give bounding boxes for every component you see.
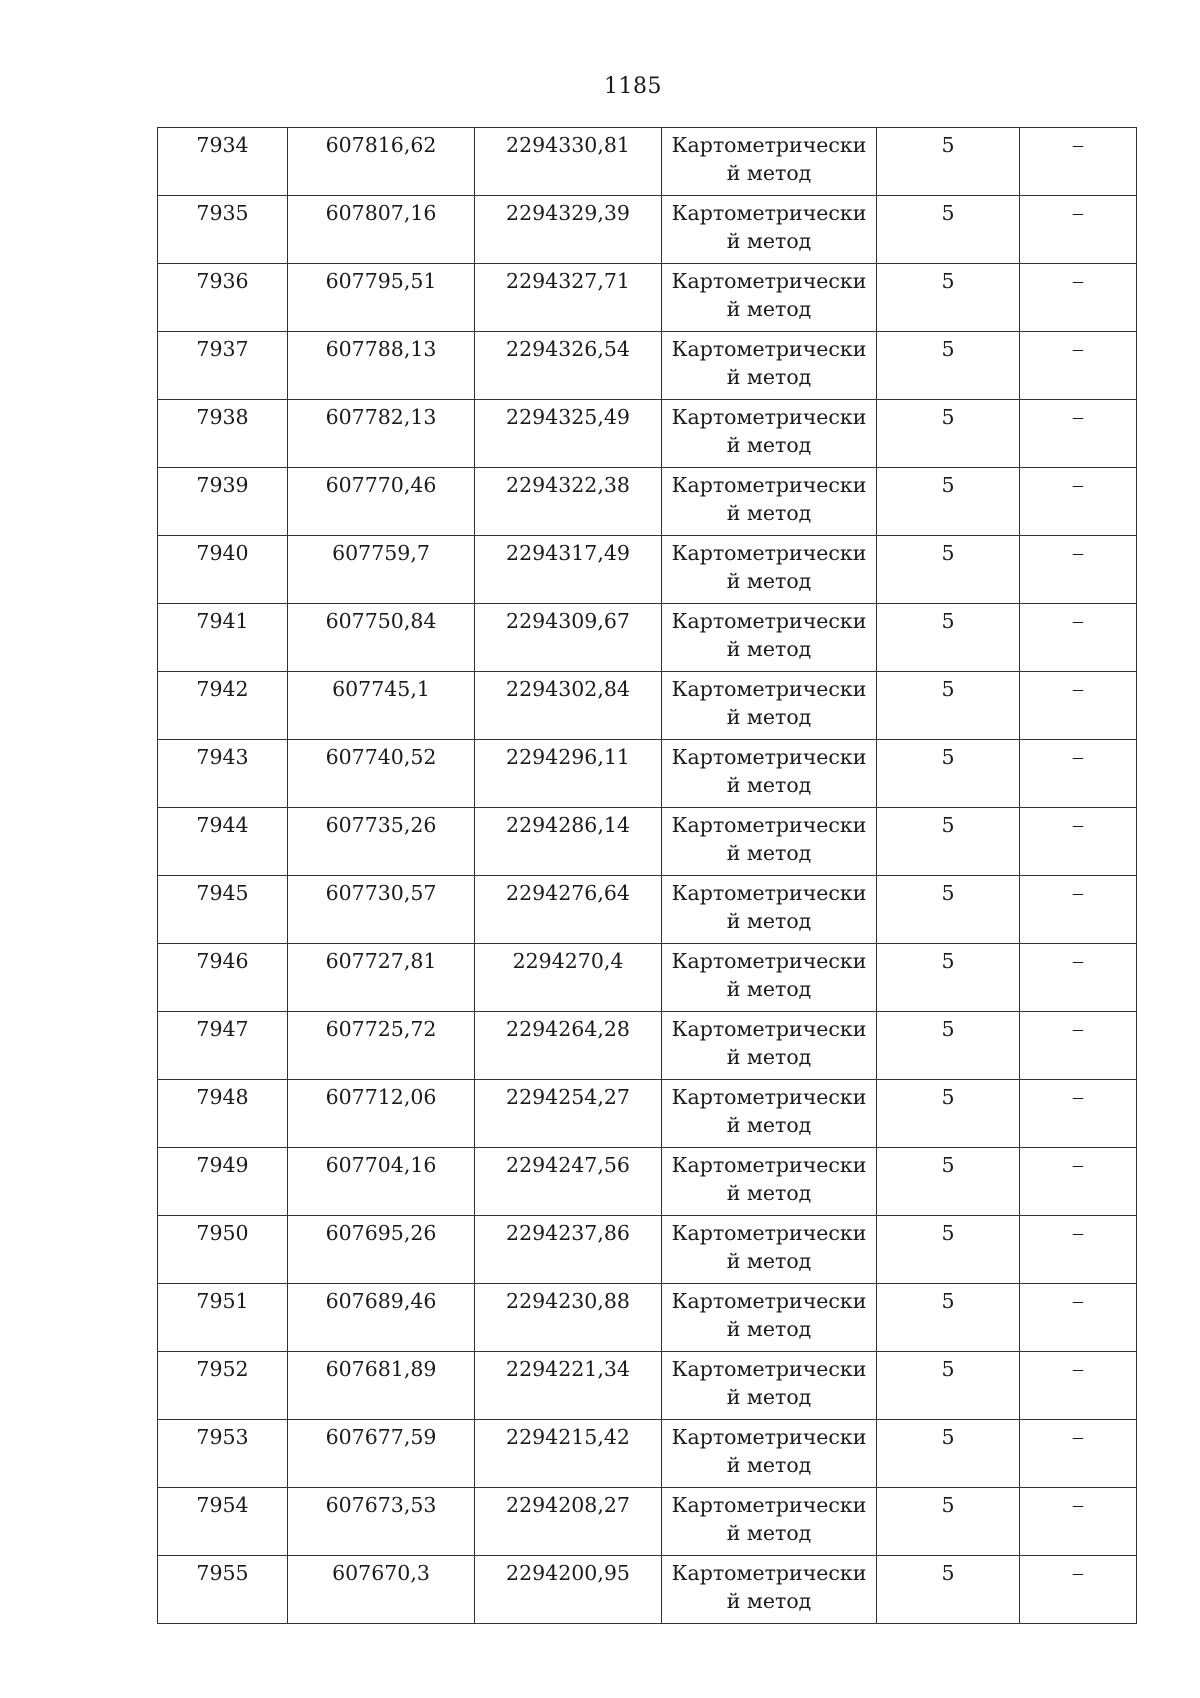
method-line-2: й метод xyxy=(726,1385,812,1409)
method-line-2: й метод xyxy=(726,501,812,525)
y-coordinate-cell: 2294276,64 xyxy=(475,876,662,944)
point-number-cell: 7945 xyxy=(158,876,288,944)
y-coordinate-cell: 2294326,54 xyxy=(475,332,662,400)
point-number-cell: 7948 xyxy=(158,1080,288,1148)
method-cell xyxy=(662,1216,877,1284)
method-line-2: й метод xyxy=(726,433,812,457)
method-cell xyxy=(662,604,877,672)
y-coordinate-cell: 2294330,81 xyxy=(475,128,662,196)
method-line-1: Картометрически xyxy=(671,337,867,361)
error-cell: 5 xyxy=(877,536,1020,604)
y-coordinate-cell: 2294302,84 xyxy=(475,672,662,740)
dash-cell: – xyxy=(1020,264,1137,332)
y-coordinate-cell: 2294329,39 xyxy=(475,196,662,264)
x-coordinate-cell: 607759,7 xyxy=(288,536,475,604)
method-cell xyxy=(662,468,877,536)
dash-cell: – xyxy=(1020,944,1137,1012)
method-cell xyxy=(662,1556,877,1624)
error-cell: 5 xyxy=(877,1216,1020,1284)
method-line-1: Картометрически xyxy=(671,1357,867,1381)
method-line-2: й метод xyxy=(726,705,812,729)
x-coordinate-cell: 607695,26 xyxy=(288,1216,475,1284)
method-cell xyxy=(662,1012,877,1080)
x-coordinate-cell: 607735,26 xyxy=(288,808,475,876)
method-line-2: й метод xyxy=(726,1045,812,1069)
method-cell xyxy=(662,808,877,876)
table-row xyxy=(158,1148,1137,1216)
point-number-cell: 7953 xyxy=(158,1420,288,1488)
table-row xyxy=(158,264,1137,332)
page-number: 1185 xyxy=(604,74,662,99)
x-coordinate-cell: 607727,81 xyxy=(288,944,475,1012)
method-line-1: Картометрически xyxy=(671,405,867,429)
y-coordinate-cell: 2294230,88 xyxy=(475,1284,662,1352)
method-line-1: Картометрически xyxy=(671,473,867,497)
table-row xyxy=(158,400,1137,468)
point-number-cell: 7951 xyxy=(158,1284,288,1352)
method-line-2: й метод xyxy=(726,1113,812,1137)
method-cell xyxy=(662,196,877,264)
method-line-2: й метод xyxy=(726,637,812,661)
point-number-cell: 7939 xyxy=(158,468,288,536)
point-number-cell: 7940 xyxy=(158,536,288,604)
dash-cell: – xyxy=(1020,876,1137,944)
y-coordinate-cell: 2294237,86 xyxy=(475,1216,662,1284)
method-line-2: й метод xyxy=(726,1589,812,1613)
method-line-1: Картометрически xyxy=(671,1493,867,1517)
method-line-1: Картометрически xyxy=(671,677,867,701)
point-number-cell: 7952 xyxy=(158,1352,288,1420)
method-cell xyxy=(662,876,877,944)
x-coordinate-cell: 607782,13 xyxy=(288,400,475,468)
method-cell xyxy=(662,400,877,468)
method-cell xyxy=(662,1420,877,1488)
method-line-2: й метод xyxy=(726,569,812,593)
error-cell: 5 xyxy=(877,944,1020,1012)
point-number-cell: 7942 xyxy=(158,672,288,740)
y-coordinate-cell: 2294286,14 xyxy=(475,808,662,876)
y-coordinate-cell: 2294215,42 xyxy=(475,1420,662,1488)
method-line-2: й метод xyxy=(726,1453,812,1477)
method-line-1: Картометрически xyxy=(671,1289,867,1313)
y-coordinate-cell: 2294221,34 xyxy=(475,1352,662,1420)
dash-cell: – xyxy=(1020,128,1137,196)
point-number-cell: 7934 xyxy=(158,128,288,196)
method-line-2: й метод xyxy=(726,1249,812,1273)
y-coordinate-cell: 2294325,49 xyxy=(475,400,662,468)
dash-cell: – xyxy=(1020,536,1137,604)
method-line-2: й метод xyxy=(726,977,812,1001)
method-line-1: Картометрически xyxy=(671,813,867,837)
error-cell: 5 xyxy=(877,1556,1020,1624)
point-number-cell: 7943 xyxy=(158,740,288,808)
method-line-1: Картометрически xyxy=(671,949,867,973)
method-cell xyxy=(662,264,877,332)
y-coordinate-cell: 2294254,27 xyxy=(475,1080,662,1148)
y-coordinate-cell: 2294247,56 xyxy=(475,1148,662,1216)
dash-cell: – xyxy=(1020,604,1137,672)
method-line-1: Картометрически xyxy=(671,201,867,225)
y-coordinate-cell: 2294270,4 xyxy=(475,944,662,1012)
x-coordinate-cell: 607788,13 xyxy=(288,332,475,400)
method-cell xyxy=(662,1148,877,1216)
table-row xyxy=(158,740,1137,808)
method-line-1: Картометрически xyxy=(671,609,867,633)
method-line-1: Картометрически xyxy=(671,1153,867,1177)
error-cell: 5 xyxy=(877,1488,1020,1556)
method-line-2: й метод xyxy=(726,909,812,933)
error-cell: 5 xyxy=(877,604,1020,672)
x-coordinate-cell: 607795,51 xyxy=(288,264,475,332)
method-line-1: Картометрически xyxy=(671,1561,867,1585)
table-row xyxy=(158,604,1137,672)
method-cell xyxy=(662,1352,877,1420)
method-cell xyxy=(662,944,877,1012)
table-row xyxy=(158,468,1137,536)
method-line-2: й метод xyxy=(726,297,812,321)
table-row xyxy=(158,1080,1137,1148)
point-number-cell: 7937 xyxy=(158,332,288,400)
table-row xyxy=(158,1556,1137,1624)
x-coordinate-cell: 607677,59 xyxy=(288,1420,475,1488)
method-line-1: Картометрически xyxy=(671,1017,867,1041)
x-coordinate-cell: 607670,3 xyxy=(288,1556,475,1624)
x-coordinate-cell: 607689,46 xyxy=(288,1284,475,1352)
point-number-cell: 7935 xyxy=(158,196,288,264)
dash-cell: – xyxy=(1020,1284,1137,1352)
y-coordinate-cell: 2294317,49 xyxy=(475,536,662,604)
dash-cell: – xyxy=(1020,1080,1137,1148)
point-number-cell: 7938 xyxy=(158,400,288,468)
method-line-1: Картометрически xyxy=(671,541,867,565)
y-coordinate-cell: 2294264,28 xyxy=(475,1012,662,1080)
point-number-cell: 7955 xyxy=(158,1556,288,1624)
dash-cell: – xyxy=(1020,196,1137,264)
method-line-1: Картометрически xyxy=(671,745,867,769)
method-cell xyxy=(662,672,877,740)
dash-cell: – xyxy=(1020,1556,1137,1624)
error-cell: 5 xyxy=(877,1284,1020,1352)
dash-cell: – xyxy=(1020,1420,1137,1488)
dash-cell: – xyxy=(1020,1488,1137,1556)
table-row xyxy=(158,876,1137,944)
table-row xyxy=(158,128,1137,196)
error-cell: 5 xyxy=(877,1352,1020,1420)
point-number-cell: 7946 xyxy=(158,944,288,1012)
method-cell xyxy=(662,740,877,808)
x-coordinate-cell: 607807,16 xyxy=(288,196,475,264)
y-coordinate-cell: 2294208,27 xyxy=(475,1488,662,1556)
error-cell: 5 xyxy=(877,264,1020,332)
y-coordinate-cell: 2294296,11 xyxy=(475,740,662,808)
table-body xyxy=(158,128,1137,1624)
error-cell: 5 xyxy=(877,876,1020,944)
dash-cell: – xyxy=(1020,1148,1137,1216)
method-cell xyxy=(662,128,877,196)
coordinates-table xyxy=(157,127,1137,1624)
method-line-2: й метод xyxy=(726,161,812,185)
x-coordinate-cell: 607725,72 xyxy=(288,1012,475,1080)
method-line-2: й метод xyxy=(726,1521,812,1545)
table-row xyxy=(158,1216,1137,1284)
method-line-1: Картометрически xyxy=(671,1221,867,1245)
dash-cell: – xyxy=(1020,332,1137,400)
error-cell: 5 xyxy=(877,808,1020,876)
method-line-2: й метод xyxy=(726,1317,812,1341)
dash-cell: – xyxy=(1020,672,1137,740)
error-cell: 5 xyxy=(877,196,1020,264)
error-cell: 5 xyxy=(877,1012,1020,1080)
error-cell: 5 xyxy=(877,1148,1020,1216)
method-line-1: Картометрически xyxy=(671,269,867,293)
point-number-cell: 7949 xyxy=(158,1148,288,1216)
error-cell: 5 xyxy=(877,672,1020,740)
table-row xyxy=(158,808,1137,876)
error-cell: 5 xyxy=(877,1080,1020,1148)
error-cell: 5 xyxy=(877,468,1020,536)
error-cell: 5 xyxy=(877,740,1020,808)
y-coordinate-cell: 2294309,67 xyxy=(475,604,662,672)
error-cell: 5 xyxy=(877,332,1020,400)
x-coordinate-cell: 607730,57 xyxy=(288,876,475,944)
table-row xyxy=(158,1420,1137,1488)
table-row xyxy=(158,1012,1137,1080)
method-cell xyxy=(662,332,877,400)
method-cell xyxy=(662,1080,877,1148)
table-row xyxy=(158,196,1137,264)
y-coordinate-cell: 2294327,71 xyxy=(475,264,662,332)
dash-cell: – xyxy=(1020,1216,1137,1284)
y-coordinate-cell: 2294322,38 xyxy=(475,468,662,536)
x-coordinate-cell: 607770,46 xyxy=(288,468,475,536)
table-row xyxy=(158,672,1137,740)
x-coordinate-cell: 607704,16 xyxy=(288,1148,475,1216)
table-row xyxy=(158,1352,1137,1420)
method-cell xyxy=(662,536,877,604)
method-line-2: й метод xyxy=(726,365,812,389)
point-number-cell: 7947 xyxy=(158,1012,288,1080)
dash-cell: – xyxy=(1020,808,1137,876)
error-cell: 5 xyxy=(877,400,1020,468)
x-coordinate-cell: 607816,62 xyxy=(288,128,475,196)
method-line-1: Картометрически xyxy=(671,881,867,905)
point-number-cell: 7944 xyxy=(158,808,288,876)
method-cell xyxy=(662,1488,877,1556)
table-row xyxy=(158,1488,1137,1556)
method-line-2: й метод xyxy=(726,1181,812,1205)
x-coordinate-cell: 607681,89 xyxy=(288,1352,475,1420)
dash-cell: – xyxy=(1020,400,1137,468)
dash-cell: – xyxy=(1020,468,1137,536)
x-coordinate-cell: 607750,84 xyxy=(288,604,475,672)
method-cell xyxy=(662,1284,877,1352)
table-row xyxy=(158,1284,1137,1352)
table-row xyxy=(158,332,1137,400)
y-coordinate-cell: 2294200,95 xyxy=(475,1556,662,1624)
point-number-cell: 7936 xyxy=(158,264,288,332)
dash-cell: – xyxy=(1020,740,1137,808)
method-line-1: Картометрически xyxy=(671,1085,867,1109)
method-line-2: й метод xyxy=(726,841,812,865)
method-line-2: й метод xyxy=(726,773,812,797)
point-number-cell: 7954 xyxy=(158,1488,288,1556)
method-line-1: Картометрически xyxy=(671,1425,867,1449)
point-number-cell: 7950 xyxy=(158,1216,288,1284)
table-row xyxy=(158,944,1137,1012)
dash-cell: – xyxy=(1020,1012,1137,1080)
method-line-2: й метод xyxy=(726,229,812,253)
x-coordinate-cell: 607740,52 xyxy=(288,740,475,808)
x-coordinate-cell: 607673,53 xyxy=(288,1488,475,1556)
table-row xyxy=(158,536,1137,604)
dash-cell: – xyxy=(1020,1352,1137,1420)
method-line-1: Картометрически xyxy=(671,133,867,157)
point-number-cell: 7941 xyxy=(158,604,288,672)
x-coordinate-cell: 607712,06 xyxy=(288,1080,475,1148)
error-cell: 5 xyxy=(877,1420,1020,1488)
x-coordinate-cell: 607745,1 xyxy=(288,672,475,740)
error-cell: 5 xyxy=(877,128,1020,196)
